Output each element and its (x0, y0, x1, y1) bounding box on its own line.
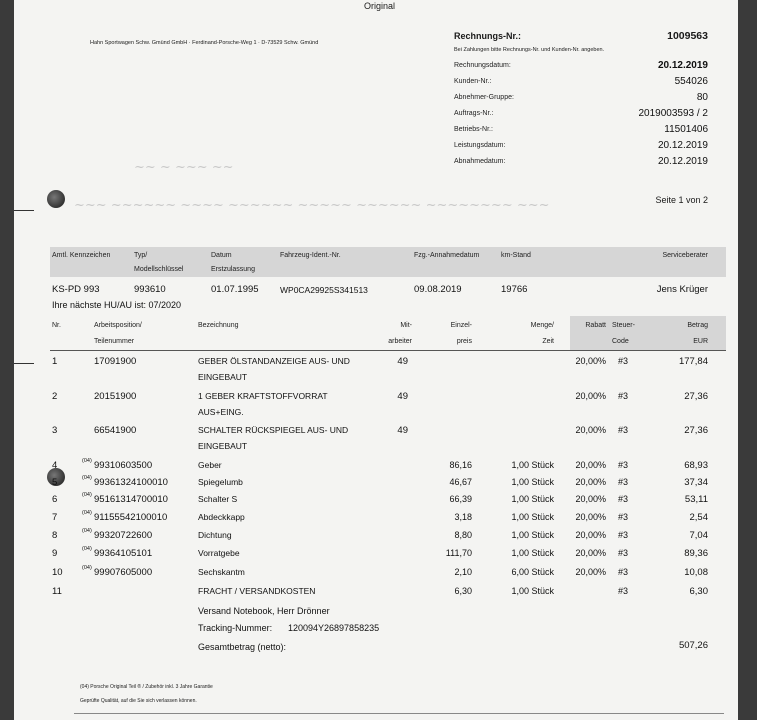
row-amount: 27,36 (684, 391, 708, 402)
th-qty: Menge/ (530, 322, 554, 329)
invoice-field-value: 20.12.2019 (657, 156, 708, 167)
row-nr: 1 (52, 356, 58, 367)
row-description: SCHALTER RÜCKSPIEGEL AUS- UND (198, 425, 349, 435)
row-discount: 20,00% (575, 512, 606, 522)
row-unit-price: 86,16 (449, 460, 472, 470)
row-unit-price: 111,70 (445, 548, 472, 558)
row-tax-code: #3 (618, 460, 629, 470)
total-label: Gesamtbetrag (netto): (198, 642, 287, 652)
row-description: Spiegelumb (198, 477, 243, 487)
row-discount: 20,00% (575, 548, 606, 558)
row-tax-code: #3 (618, 512, 629, 522)
row-part-prefix: (04) (82, 510, 92, 516)
invoice-field-label: Betriebs-Nr.: (454, 126, 493, 133)
th-pos: Arbeitsposition/ (94, 322, 142, 329)
shipping-note: Versand Notebook, Herr Drönner (198, 606, 330, 616)
row-quantity: 1,00 Stück (511, 494, 554, 504)
company-address: Hahn Sportwagen Schw. Gmünd GmbH · Ferdinand-Porsche-Weg 1 · D-73529 Schw. Gmünd (90, 40, 319, 46)
row-part-number: 99364105101 (94, 548, 153, 559)
row-discount: 20,00% (575, 391, 606, 401)
row-nr: 10 (52, 567, 63, 578)
row-amount: 6,30 (689, 586, 708, 597)
footer-quality: Geprüfte Qualität, auf die Sie sich verlassen können. (80, 698, 197, 704)
row-nr: 8 (52, 530, 58, 541)
row-unit-price: 3,18 (454, 512, 472, 522)
row-unit-price: 2,10 (454, 567, 472, 577)
row-amount: 37,34 (684, 477, 708, 488)
row-amount: 177,84 (678, 356, 708, 367)
row-nr: 3 (52, 425, 58, 436)
row-tax-code: #3 (618, 548, 629, 558)
row-mechanic: 49 (397, 391, 408, 402)
fold-mark (14, 210, 34, 211)
row-tax-code: #3 (618, 530, 629, 540)
row-part-number: 17091900 (94, 356, 137, 367)
vehicle-km: 19766 (501, 284, 528, 295)
invoice-field-value: 11501406 (664, 124, 708, 135)
row-part-number: 99907605000 (94, 567, 153, 578)
row-unit-price: 8,80 (454, 530, 472, 540)
row-part-number: 91155542100010 (94, 512, 168, 523)
row-nr: 11 (52, 586, 62, 597)
invoice-field-label: Rechnungsdatum: (454, 62, 511, 69)
row-part-number: 99361324100010 (94, 477, 168, 488)
invoice-page (14, 0, 738, 720)
col-advisor: Serviceberater (662, 252, 708, 259)
row-amount: 27,36 (684, 425, 708, 436)
th-tax: Steuer- (612, 322, 635, 329)
row-description-cont: AUS+EING. (198, 407, 244, 417)
row-description: Geber (198, 460, 222, 470)
row-description: Abdeckkapp (198, 512, 245, 522)
row-unit-price: 6,30 (454, 586, 472, 596)
row-discount: 20,00% (575, 477, 606, 487)
th-price: Einzel- (450, 322, 472, 329)
row-nr: 9 (52, 548, 58, 559)
th-tax-sub: Code (612, 338, 629, 345)
row-description: Sechskantm (198, 567, 245, 577)
col-plate: Amtl. Kennzeichen (52, 252, 111, 259)
row-description-cont: EINGEBAUT (198, 372, 248, 382)
row-quantity: 1,00 Stück (511, 460, 554, 470)
th-desc: Bezeichnung (198, 322, 239, 329)
total-amount: 507,26 (678, 640, 708, 651)
row-description-cont: EINGEBAUT (198, 441, 248, 451)
row-part-number: 99320722600 (94, 530, 153, 541)
invoice-field-label: Leistungsdatum: (454, 142, 506, 149)
invoice-number-label: Rechnungs-Nr.: (454, 31, 522, 41)
invoice-field-label: Auftrags-Nr.: (454, 110, 494, 117)
next-hu-notice: Ihre nächste HU/AU ist: 07/2020 (52, 300, 182, 310)
col-date: Datum (211, 252, 232, 259)
vehicle-plate: KS-PD 993 (52, 284, 100, 295)
row-quantity: 1,00 Stück (511, 548, 554, 558)
row-mechanic: 49 (397, 356, 408, 367)
row-quantity: 1,00 Stück (511, 586, 554, 596)
col-date-sub: Erstzulassung (211, 266, 255, 273)
payment-hint: Bei Zahlungen bitte Rechnungs-Nr. und Kunden-Nr. angeben. (454, 47, 605, 53)
th-disc: Rabatt (585, 322, 606, 329)
row-tax-code: #3 (618, 494, 629, 504)
th-mit: Mit- (400, 322, 412, 329)
row-nr: 7 (52, 512, 58, 523)
row-unit-price: 66,39 (449, 494, 472, 504)
row-description: GEBER ÖLSTANDANZEIGE AUS- UND (198, 356, 350, 366)
row-discount: 20,00% (575, 494, 606, 504)
row-mechanic: 49 (397, 425, 408, 436)
col-vin: Fahrzeug-Ident.-Nr. (280, 252, 341, 259)
row-part-number: 95161314700010 (94, 494, 168, 505)
row-part-prefix: (04) (82, 528, 92, 534)
invoice-field-label: Kunden-Nr.: (454, 78, 492, 85)
col-type-sub: Modellschlüssel (134, 266, 184, 273)
row-discount: 20,00% (575, 425, 606, 435)
row-description: Dichtung (198, 530, 232, 540)
tracking-label: Tracking-Nummer: (198, 623, 273, 633)
row-part-prefix: (04) (82, 546, 92, 552)
row-part-prefix: (04) (82, 492, 92, 498)
table-header-rule (50, 350, 726, 351)
row-part-prefix: (04) (82, 475, 92, 481)
row-tax-code: #3 (618, 356, 629, 366)
invoice-field-label: Abnahmedatum: (454, 158, 506, 165)
row-nr: 4 (52, 460, 58, 471)
row-unit-price: 46,67 (449, 477, 472, 487)
invoice-field-value: 20.12.2019 (657, 60, 708, 71)
handwriting-scribble: ~~~ ~~~~~~ ~~~~ ~~~~~~ ~~~~~ ~~~~~~ ~~~~~~~~ ~~~ (74, 198, 550, 213)
invoice-field-value: 2019003593 / 2 (638, 108, 708, 119)
col-acq: Fzg.-Annahmedatum (414, 252, 480, 259)
row-quantity: 1,00 Stück (511, 477, 554, 487)
invoice-field-value: 20.12.2019 (657, 140, 708, 151)
row-amount: 53,11 (684, 494, 708, 505)
footer-rule (74, 713, 724, 714)
row-discount: 20,00% (575, 567, 606, 577)
vehicle-vin: WP0CA29925S341513 (280, 285, 368, 295)
invoice-field-value: 554026 (674, 76, 708, 87)
row-discount: 20,00% (575, 460, 606, 470)
row-nr: 6 (52, 494, 58, 505)
row-part-number: 66541900 (94, 425, 137, 436)
row-amount: 68,93 (684, 460, 708, 471)
row-quantity: 6,00 Stück (511, 567, 554, 577)
row-description: Vorratgebe (198, 548, 240, 558)
row-discount: 20,00% (575, 356, 606, 366)
original-stamp: Original (364, 1, 396, 11)
punch-hole (47, 190, 65, 208)
row-part-prefix: (04) (82, 565, 92, 571)
handwriting-scribble: ~~ ~ ~~~ ~~ (134, 160, 234, 175)
row-amount: 2,54 (689, 512, 708, 523)
row-quantity: 1,00 Stück (511, 530, 554, 540)
row-description: 1 GEBER KRAFTSTOFFVORRAT (198, 391, 328, 401)
invoice-number: 1009563 (667, 30, 708, 42)
vehicle-advisor: Jens Krüger (656, 284, 708, 295)
page-indicator: Seite 1 von 2 (655, 195, 708, 205)
row-nr: 5 (52, 477, 58, 488)
row-part-number: 20151900 (94, 391, 137, 402)
row-tax-code: #3 (618, 567, 629, 577)
row-amount: 89,36 (684, 548, 708, 559)
invoice-field-value: 80 (696, 92, 708, 103)
row-discount: 20,00% (575, 530, 606, 540)
row-tax-code: #3 (618, 586, 629, 596)
row-tax-code: #3 (618, 425, 629, 435)
row-tax-code: #3 (618, 391, 629, 401)
vehicle-acq-date: 09.08.2019 (414, 284, 462, 295)
row-description: Schalter S (198, 494, 238, 504)
tracking-number: 120094Y26897858235 (288, 623, 380, 633)
row-part-prefix: (04) (82, 458, 92, 464)
col-km: km-Stand (501, 252, 531, 259)
th-qty-sub: Zeit (542, 338, 554, 345)
th-nr: Nr. (52, 322, 61, 329)
invoice-field-label: Abnehmer-Gruppe: (454, 94, 514, 101)
footer-warranty: (04) Porsche Original Teil ® / Zubehör inkl. 3 Jahre Garantie (80, 684, 213, 690)
row-part-number: 99310603500 (94, 460, 153, 471)
th-pos-sub: Teilenummer (94, 338, 135, 345)
th-mit-sub: arbeiter (388, 338, 412, 345)
row-tax-code: #3 (618, 477, 629, 487)
row-amount: 7,04 (689, 530, 708, 541)
row-description: FRACHT / VERSANDKOSTEN (198, 586, 316, 596)
row-nr: 2 (52, 391, 58, 402)
vehicle-first-reg: 01.07.1995 (211, 284, 259, 295)
row-quantity: 1,00 Stück (511, 512, 554, 522)
th-price-sub: preis (456, 338, 472, 345)
th-amt-sub: EUR (693, 338, 708, 345)
vehicle-type: 993610 (134, 284, 166, 295)
row-amount: 10,08 (684, 567, 708, 578)
th-amt: Betrag (687, 322, 708, 329)
fold-mark (14, 363, 34, 364)
col-type: Typ/ (134, 252, 148, 259)
